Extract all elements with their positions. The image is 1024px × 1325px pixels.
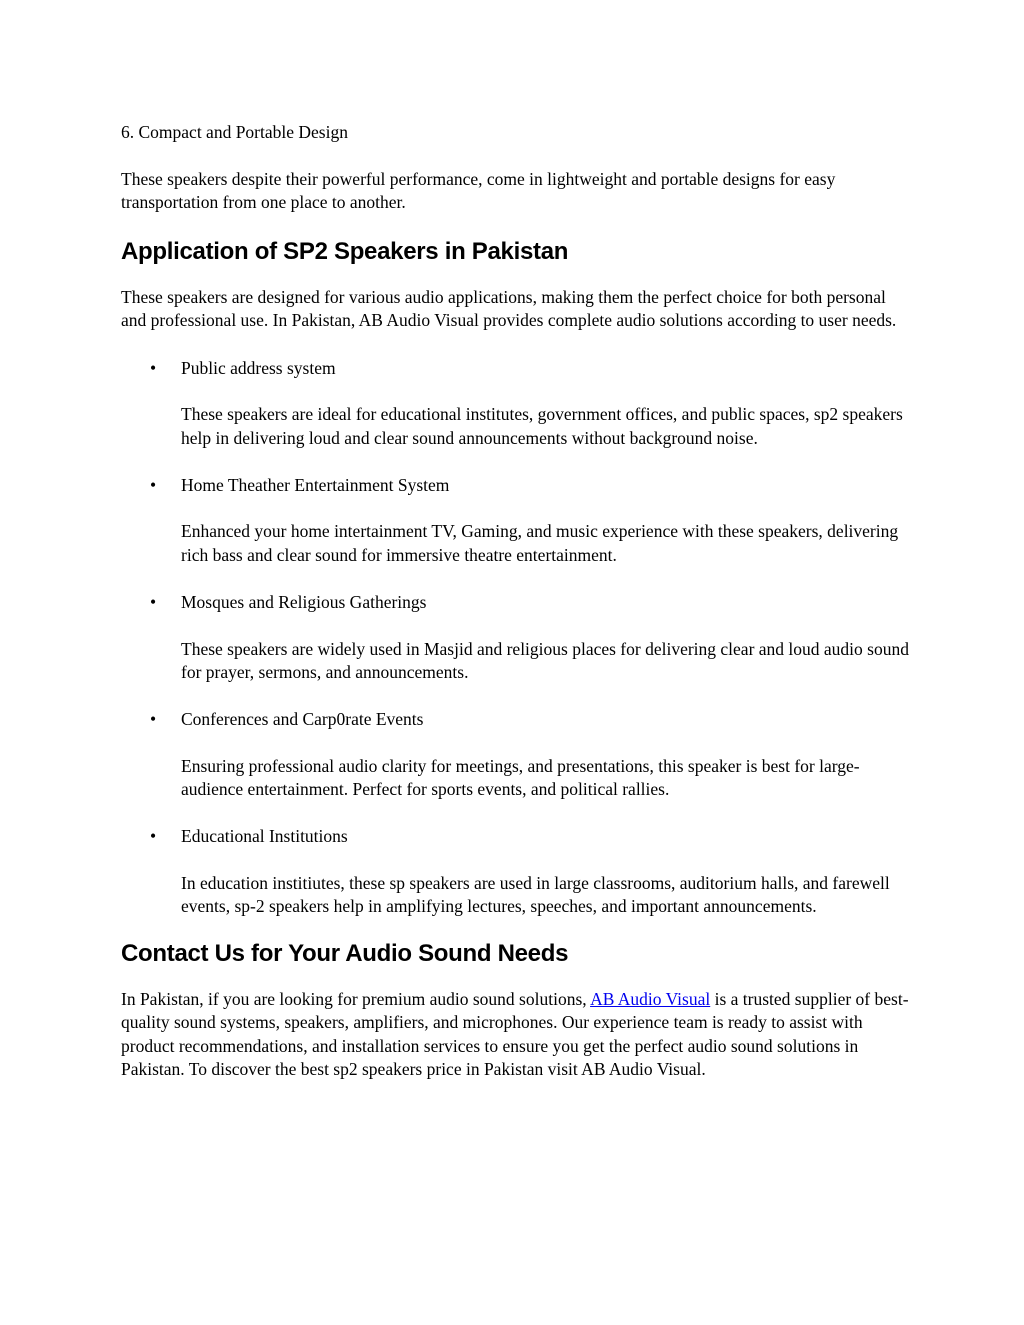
contact-text-before-link: In Pakistan, if you are looking for premium audio sound solutions, <box>121 989 591 1010</box>
contact-paragraph <box>121 988 911 1081</box>
list-item-description: These speakers are ideal for educational institutes, government offices, and public spaces, sp2 speakers help in delivering loud and clear sound announcements without background noise. <box>181 404 903 448</box>
application-intro: These speakers are designed for various audio applications, making them the perfect choice for both personal and professional use. In Pakistan, AB Audio Visual provides complete audio solutions according to user needs. <box>121 287 897 331</box>
list-item-title: Mosques and Religious Gatherings <box>181 591 427 612</box>
contact-text-after-link: is a trusted supplier of best-quality sound systems, speakers, amplifiers, and microphones. Our experience team is ready to assist with product recommendations, and installation services to ensure you get the perfect audio sound solutions in Pakistan. To discover the best sp2 speakers price in Pakistan visit AB Audio Visual. <box>121 989 909 1079</box>
application-list <box>121 357 911 919</box>
feature-paragraph: These speakers despite their powerful performance, come in lightweight and portable designs for easy transportation from one place to another. <box>121 168 836 212</box>
list-item-description: In education institiutes, these sp speakers are used in large classrooms, auditorium halls, and farewell events, sp-2 speakers help in amplifying lectures, speeches, and important announcements. <box>181 872 890 916</box>
list-item-description: These speakers are widely used in Masjid and religious places for delivering clear and loud audio sound for prayer, sermons, and announcements. <box>181 638 909 682</box>
page-content <box>121 121 911 1081</box>
bullet-icon: • <box>150 708 157 729</box>
list-item <box>121 474 911 567</box>
list-item <box>121 708 911 801</box>
application-heading: Application of SP2 Speakers in Pakistan <box>121 238 569 266</box>
list-item-description: Enhanced your home intertainment TV, Gaming, and music experience with these speakers, delivering rich bass and clear sound for immersive theatre entertainment. <box>181 521 899 565</box>
feature-title: 6. Compact and Portable Design <box>121 122 348 142</box>
bullet-icon: • <box>150 357 157 378</box>
list-item <box>121 357 911 450</box>
list-item <box>121 591 911 684</box>
bullet-icon: • <box>150 591 157 612</box>
contact-heading: Contact Us for Your Audio Sound Needs <box>121 940 569 968</box>
ab-audio-visual-link[interactable]: AB Audio Visual <box>590 989 711 1010</box>
list-item-title: Home Theather Entertainment System <box>181 474 450 495</box>
bullet-icon: • <box>150 826 157 847</box>
bullet-icon: • <box>150 474 157 495</box>
list-item <box>121 825 911 918</box>
list-item-description: Ensuring professional audio clarity for meetings, and presentations, this speaker is best for large-audience entertainment. Perfect for sports events, and political rallies. <box>181 755 860 799</box>
list-item-title: Public address system <box>181 357 336 378</box>
list-item-title: Conferences and Carp0rate Events <box>181 708 424 729</box>
list-item-title: Educational Institutions <box>181 826 348 847</box>
